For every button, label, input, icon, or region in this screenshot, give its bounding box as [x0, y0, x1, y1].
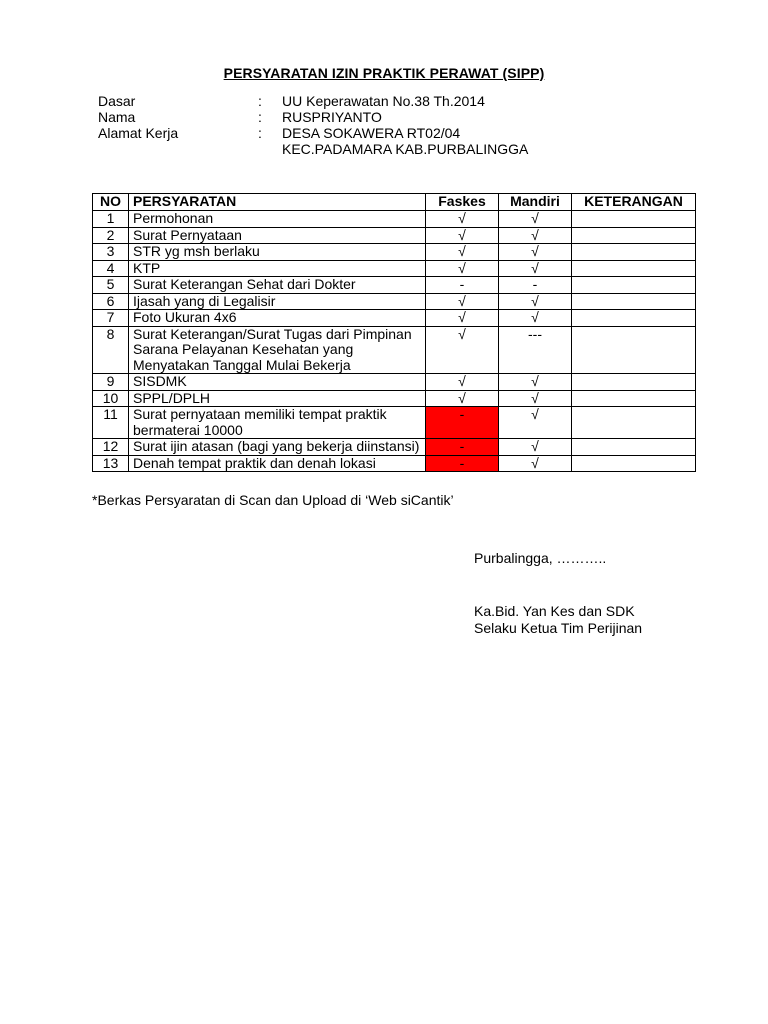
- cell-no: 11: [93, 407, 129, 439]
- cell-keterangan: [572, 293, 696, 310]
- cell-mandiri: √: [499, 260, 572, 277]
- cell-no: 9: [93, 374, 129, 391]
- header-block: [98, 93, 602, 157]
- table-row: [93, 390, 696, 407]
- cell-no: 13: [93, 455, 129, 472]
- cell-no: 10: [93, 390, 129, 407]
- cell-faskes: √: [426, 293, 499, 310]
- cell-requirement: Surat Pernyataan: [129, 227, 426, 244]
- cell-no: 1: [93, 211, 129, 228]
- cell-requirement: Surat ijin atasan (bagi yang bekerja diinstansi): [129, 439, 426, 456]
- cell-mandiri: √: [499, 390, 572, 407]
- signature-place-date: Purbalingga, ………..: [474, 550, 607, 566]
- cell-mandiri: √: [499, 244, 572, 261]
- cell-faskes: √: [426, 326, 499, 374]
- cell-mandiri: √: [499, 227, 572, 244]
- cell-keterangan: [572, 407, 696, 439]
- table-row: [93, 310, 696, 327]
- col-header-no: NO: [93, 194, 129, 211]
- cell-requirement: Permohonan: [129, 211, 426, 228]
- table-row: [93, 374, 696, 391]
- cell-keterangan: [572, 227, 696, 244]
- table-row: [93, 439, 696, 456]
- cell-requirement: Surat pernyataan memiliki tempat praktik bermaterai 10000: [129, 407, 426, 439]
- cell-requirement: Surat Keterangan/Surat Tugas dari Pimpinan Sarana Pelayanan Kesehatan yang Menyatakan Tanggal Mulai Bekerja: [129, 326, 426, 374]
- cell-no: 6: [93, 293, 129, 310]
- header-value: DESA SOKAWERA RT02/04: [282, 125, 461, 141]
- requirements-table: [92, 193, 696, 472]
- header-row-alamat: [98, 125, 602, 141]
- header-colon: :: [258, 109, 262, 125]
- header-colon: :: [258, 125, 262, 141]
- cell-no: 4: [93, 260, 129, 277]
- table-row: [93, 326, 696, 374]
- cell-no: 7: [93, 310, 129, 327]
- cell-faskes: √: [426, 390, 499, 407]
- cell-faskes: √: [426, 227, 499, 244]
- cell-faskes-highlighted: -: [426, 407, 499, 439]
- cell-mandiri: √: [499, 374, 572, 391]
- cell-no: 5: [93, 277, 129, 294]
- cell-no: 3: [93, 244, 129, 261]
- header-row-dasar: [98, 93, 602, 109]
- signature-role-line: Selaku Ketua Tim Perijinan: [474, 620, 643, 636]
- header-label: Nama: [98, 109, 136, 125]
- header-label: Alamat Kerja: [98, 125, 179, 141]
- cell-requirement: Surat Keterangan Sehat dari Dokter: [129, 277, 426, 294]
- cell-mandiri: √: [499, 455, 572, 472]
- cell-requirement: Denah tempat praktik dan denah lokasi: [129, 455, 426, 472]
- table-row: [93, 455, 696, 472]
- header-address-continuation: KEC.PADAMARA KAB.PURBALINGGA: [282, 141, 529, 157]
- col-header-persyaratan: PERSYARATAN: [129, 194, 426, 211]
- header-row-nama: [98, 109, 602, 125]
- cell-mandiri: -: [499, 277, 572, 294]
- table-header-row: [93, 194, 696, 211]
- cell-keterangan: [572, 310, 696, 327]
- cell-keterangan: [572, 326, 696, 374]
- cell-mandiri: √: [499, 310, 572, 327]
- footnote: *Berkas Persyaratan di Scan dan Upload di ‘Web siCantik’: [92, 492, 454, 508]
- header-label: Dasar: [98, 93, 136, 109]
- table-row: [93, 260, 696, 277]
- cell-keterangan: [572, 277, 696, 294]
- cell-keterangan: [572, 244, 696, 261]
- table-row: [93, 227, 696, 244]
- cell-faskes: √: [426, 310, 499, 327]
- table-row: [93, 293, 696, 310]
- cell-requirement: SISDMK: [129, 374, 426, 391]
- cell-faskes: √: [426, 211, 499, 228]
- cell-no: 8: [93, 326, 129, 374]
- cell-mandiri: √: [499, 293, 572, 310]
- table-row: [93, 244, 696, 261]
- header-value: UU Keperawatan No.38 Th.2014: [282, 93, 485, 109]
- cell-faskes-highlighted: -: [426, 455, 499, 472]
- cell-faskes: √: [426, 374, 499, 391]
- cell-faskes-highlighted: -: [426, 439, 499, 456]
- header-value: RUSPRIYANTO: [282, 109, 382, 125]
- cell-faskes: √: [426, 244, 499, 261]
- cell-no: 12: [93, 439, 129, 456]
- cell-requirement: SPPL/DPLH: [129, 390, 426, 407]
- cell-mandiri: ---: [499, 326, 572, 374]
- cell-no: 2: [93, 227, 129, 244]
- col-header-mandiri: Mandiri: [499, 194, 572, 211]
- cell-requirement: KTP: [129, 260, 426, 277]
- cell-requirement: Ijasah yang di Legalisir: [129, 293, 426, 310]
- cell-keterangan: [572, 439, 696, 456]
- cell-keterangan: [572, 374, 696, 391]
- table-row: [93, 277, 696, 294]
- cell-faskes: -: [426, 277, 499, 294]
- cell-requirement: STR yg msh berlaku: [129, 244, 426, 261]
- col-header-faskes: Faskes: [426, 194, 499, 211]
- cell-keterangan: [572, 260, 696, 277]
- col-header-keterangan: KETERANGAN: [572, 194, 696, 211]
- cell-keterangan: [572, 211, 696, 228]
- cell-keterangan: [572, 390, 696, 407]
- cell-mandiri: √: [499, 211, 572, 228]
- table-row: [93, 407, 696, 439]
- signature-role-line: Ka.Bid. Yan Kes dan SDK: [474, 603, 635, 619]
- cell-mandiri: √: [499, 439, 572, 456]
- header-colon: :: [258, 93, 262, 109]
- cell-keterangan: [572, 455, 696, 472]
- cell-faskes: √: [426, 260, 499, 277]
- cell-requirement: Foto Ukuran 4x6: [129, 310, 426, 327]
- signature-role-block: [474, 603, 642, 637]
- table-row: [93, 211, 696, 228]
- cell-mandiri: √: [499, 407, 572, 439]
- document-title: PERSYARATAN IZIN PRAKTIK PERAWAT (SIPP): [223, 65, 545, 81]
